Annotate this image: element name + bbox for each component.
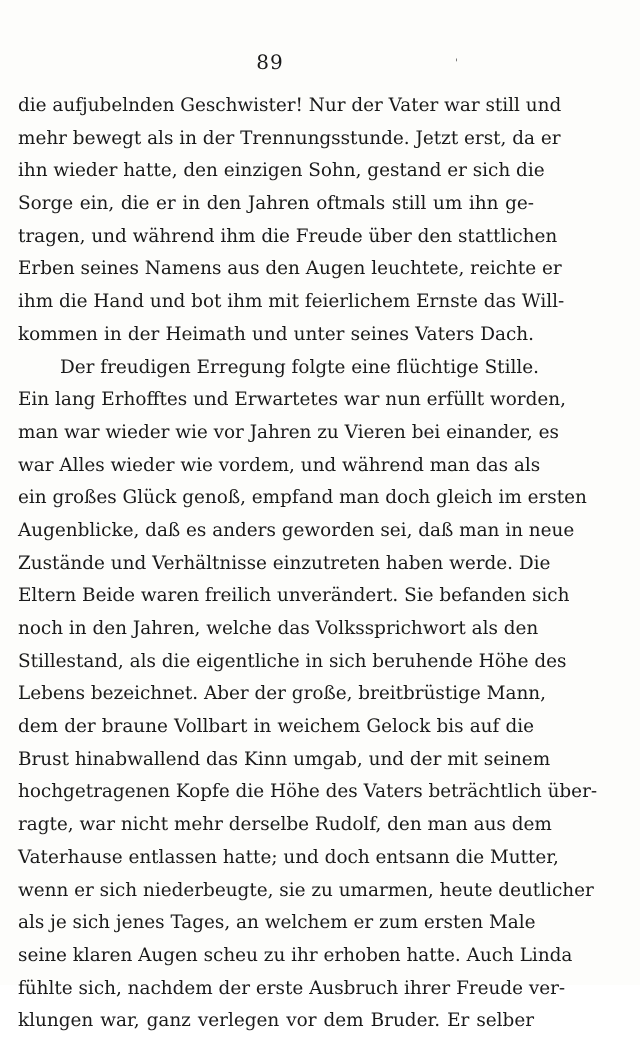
text-line: die aufjubelnden Geschwister! Nur der Vater war still und [18, 95, 562, 116]
text-line: Brust hinabwallend das Kinn umgab, und der mit seinem [18, 748, 551, 770]
body-text [18, 90, 598, 1038]
text-line: Erben seines Namens aus den Augen leuchtete, reichte er [18, 258, 562, 280]
text-line: als je sich jenes Tages, an welchem er zum ersten Male [18, 912, 536, 934]
text-line: dem der braune Vollbart in weichem Gelock bis auf die [18, 716, 534, 738]
text-line: seine klaren Augen scheu zu ihr erhoben hatte. Auch Linda [18, 944, 573, 966]
text-line: Sorge ein, die er in den Jahren oftmals still um ihn ge- [18, 193, 534, 215]
text-line: fühlte sich, nachdem der erste Ausbruch ihrer Freude ver- [18, 977, 566, 999]
text-line: Lebens bezeichnet. Aber der große, breitbrüstige Mann, [18, 683, 546, 705]
text-line: man war wieder wie vor Jahren zu Vieren bei einander, es [18, 421, 559, 443]
page-number: 89 [256, 50, 284, 74]
text-line: Der freudigen Erregung folgte eine flüchtige Stille. [60, 356, 539, 378]
text-line: ragte, war nicht mehr derselbe Rudolf, den man aus dem [18, 814, 552, 836]
text-line: ein großes Glück genoß, empfand man doch gleich im ersten [18, 487, 587, 509]
text-line: Eltern Beide waren freilich unverändert. Sie befanden sich [18, 585, 570, 607]
text-line: wenn er sich niederbeugte, sie zu umarmen, heute deutlicher [18, 879, 594, 901]
text-line: ihn wieder hatte, den einzigen Sohn, gestand er sich die [18, 160, 545, 182]
text-line: Zustände und Verhältnisse einzutreten haben werde. Die [18, 552, 551, 574]
text-line: Ein lang Erhofftes und Erwartetes war nun erfüllt worden, [18, 389, 566, 411]
text-line: hochgetragenen Kopfe die Höhe des Vaters beträchtlich über- [18, 781, 598, 803]
text-line: noch in den Jahren, welche das Volkssprichwort als den [18, 618, 539, 639]
text-line: Stillestand, als die eigentliche in sich beruhende Höhe des [18, 650, 567, 672]
text-line: kommen in der Heimath und unter seines Vaters Dach. [18, 323, 534, 345]
text-line: war Alles wieder wie vordem, und während man das als [18, 454, 541, 476]
text-line: mehr bewegt als in der Trennungsstunde. Jetzt erst, da er [18, 127, 561, 149]
text-line: Vaterhause entlassen hatte; und doch entsann die Mutter, [18, 846, 559, 868]
text-line: ihm die Hand und bot ihm mit feierlichem Ernste das Will- [18, 291, 565, 313]
text-line: tragen, und während ihm die Freude über den stattlichen [18, 225, 558, 247]
text-line: Augenblicke, daß es anders geworden sei, daß man in neue [18, 519, 575, 541]
print-speck: ' [455, 58, 458, 69]
text-line: klungen war, ganz verlegen vor dem Bruder. Er selber [18, 1010, 534, 1032]
